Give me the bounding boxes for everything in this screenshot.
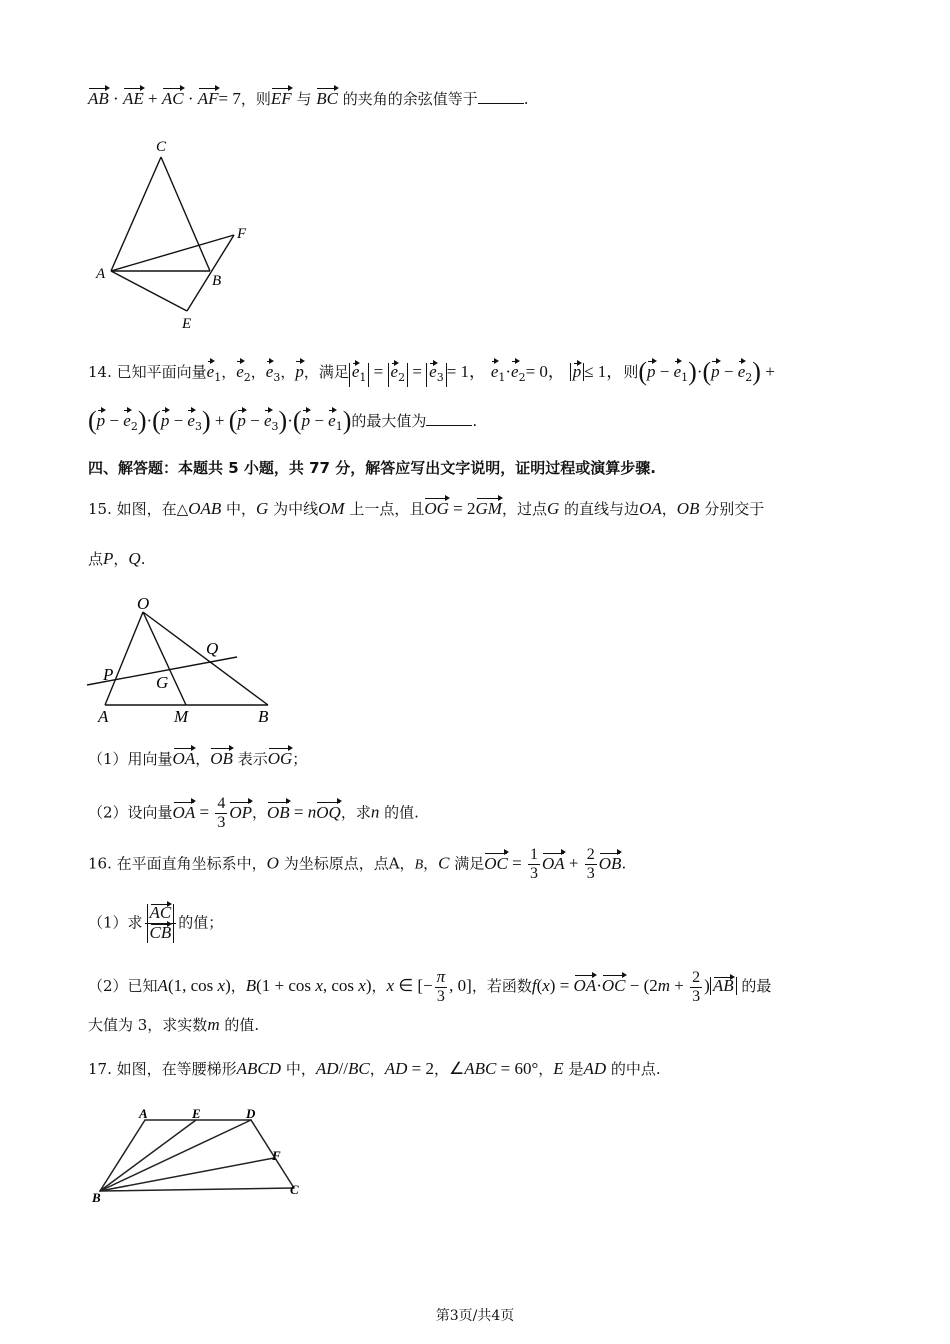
q15-line-1: 15. 如图，在△OAB 中，G 为中线OM 上一点，且OG = 2GM，过点G 的直线与边OA，OB 分别交于 — [88, 499, 765, 518]
label-B: B — [212, 273, 222, 289]
label-O: O — [137, 594, 150, 613]
label-A: A — [139, 1106, 148, 1121]
label-E: E — [182, 316, 192, 332]
figure-q15-triangle — [85, 590, 285, 730]
label-B: B — [92, 1190, 101, 1205]
label-A: A — [96, 266, 106, 282]
label-C: C — [290, 1182, 299, 1197]
q17-line-1: 17. 如图，在等腰梯形ABCD 中，AD//BC，AD = 2，∠ABC = 60°，E 是AD 的中点. — [88, 1059, 661, 1078]
q16-line-1: 16. 在平面直角坐标系中，O 为坐标原点，点A，B，C 满足OC = $\frac{1}{3}$ OA + $\frac{2}{3}$ OB. — [88, 846, 627, 882]
figure-q13-triangle — [90, 135, 260, 335]
label-D: D — [246, 1106, 256, 1121]
label-F: F — [237, 226, 247, 242]
q15-part-1: （1）用向量OA，OB 表示OG； — [88, 749, 308, 768]
label-F: F — [272, 1148, 281, 1163]
q13-condition-line: AB · AE + AC · AF= 7，则EF 与 BC 的夹角的余弦值等于 . — [88, 89, 529, 108]
label-P: P — [103, 665, 114, 684]
label-A: A — [98, 707, 109, 726]
answer-blank — [478, 91, 524, 104]
q15-line-2: 点P，Q. — [88, 549, 146, 568]
figure-q17-trapezoid — [88, 1102, 318, 1212]
label-B: B — [258, 707, 269, 726]
label-G: G — [156, 673, 169, 692]
label-E: E — [192, 1106, 201, 1121]
label-Q: Q — [206, 639, 219, 658]
q14-line-1: 14. 已知平面向量$e_1$，$e_2$，$e_3$，p，满足 $e_1 = e_2 = e_3 = 1$， $e_1\cdot e_2= 0$， p ≤ 1，则$(p - e_1)\cdot(p - e_2)$ + — [88, 357, 775, 386]
q16-part-2: （2）已知A(1, cos x)，B(1 + cos x, cos x)，x ∈ [− $\frac{\pi}{3}$ , 0]，若函数f(x) = OA·OC − (2m + $\frac{2}{3}$ ) AB 的最 — [88, 967, 772, 1005]
page-footer: 第3页/共4页 — [435, 1308, 515, 1324]
q16-part-2-cont: 大值为 3，求实数m 的值. — [88, 1015, 260, 1034]
q16-part-1: （1）求 $\frac{AC}{CB}$ 的值； — [88, 903, 224, 942]
label-C: C — [156, 139, 167, 155]
answer-blank — [426, 413, 472, 426]
q15-part-2: （2）设向量OA = $\frac{4}{3}$ OP，OB = nOQ，求n 的值. — [88, 795, 419, 831]
label-M: M — [174, 707, 189, 726]
section-heading: 四、解答题：本题共 5 小题，共 77 分，解答应写出文字说明，证明过程或演算步骤. — [88, 459, 656, 477]
q14-line-2: $(p - e_2)\cdot(p - e_3) + (p - e_3)\cdot(p - e_1)$的最大值为 . — [88, 406, 478, 435]
